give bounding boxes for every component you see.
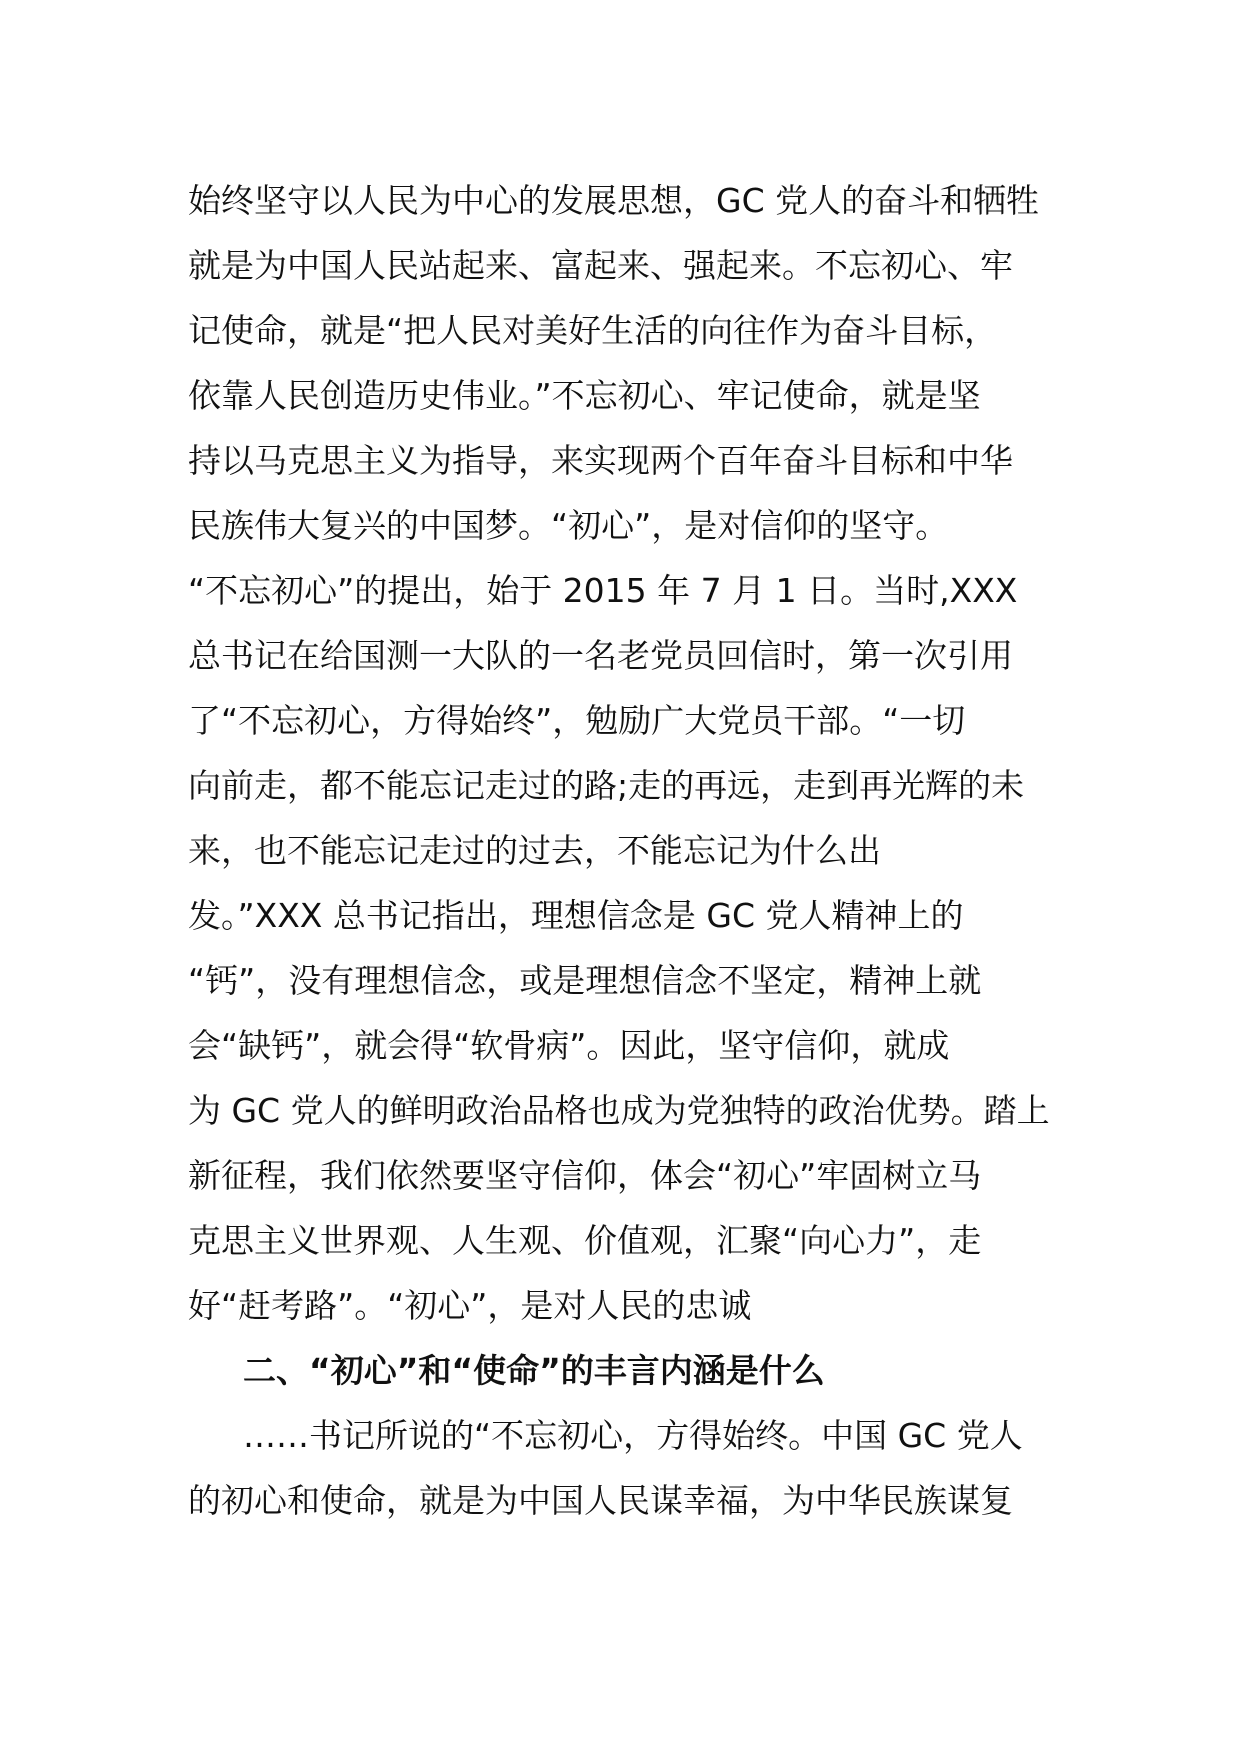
text-line: 好“赶考路”。“初心”，是对人民的忠诚 (188, 1286, 752, 1325)
document-body (188, 168, 1088, 1533)
text-line: “钙”，没有理想信念，或是理想信念不坚定，精神上就 (188, 961, 982, 1000)
text-line: ……书记所说的“不忘初心，方得始终。中国 GC 党人 (243, 1416, 1023, 1455)
text-line: 的初心和使命，就是为中国人民谋幸福，为中华民族谋复 (188, 1481, 1013, 1520)
text-line: 向前走，都不能忘记走过的路;走的再远，走到再光辉的未 (188, 766, 1025, 805)
text-line: 为 GC 党人的鲜明政治品格也成为党独特的政治优势。踏上 (188, 1091, 1050, 1130)
text-line: 民族伟大复兴的中国梦。“初心”，是对信仰的坚守。 (188, 506, 949, 545)
text-line: 发。”XXX 总书记指出，理想信念是 GC 党人精神上的 (188, 896, 964, 935)
text-line: 持以马克思主义为指导，来实现两个百年奋斗目标和中华 (188, 441, 1013, 480)
text-line: 始终坚守以人民为中心的发展思想，GC 党人的奋斗和牺牲 (188, 181, 1040, 220)
text-line: 会“缺钙”，就会得“软骨病”。因此，坚守信仰，就成 (188, 1026, 950, 1065)
text-line: 记使命，就是“把人民对美好生活的向往作为奋斗目标， (188, 311, 998, 350)
text-line: 来，也不能忘记走过的过去，不能忘记为什么出 (188, 831, 881, 870)
text-line: 新征程，我们依然要坚守信仰，体会“初心”牢固树立马 (188, 1156, 982, 1195)
text-line: 就是为中国人民站起来、富起来、强起来。不忘初心、牢 (188, 246, 1013, 285)
text-line: 总书记在给国测一大队的一名老党员回信时，第一次引用 (188, 636, 1013, 675)
text-line: 了“不忘初心，方得始终”，勉励广大党员干部。“一切 (188, 701, 966, 740)
text-line: 克思主义世界观、人生观、价值观，汇聚“向心力”，走 (188, 1221, 982, 1260)
text-line: “不忘初心”的提出，始于 2015 年 7 月 1 日。当时,XXX (188, 571, 1018, 610)
text-line: 依靠人民创造历史伟业。”不忘初心、牢记使命，就是坚 (188, 376, 981, 415)
section-heading: 二、“初心”和“使命”的丰言内涵是什么 (243, 1351, 825, 1390)
